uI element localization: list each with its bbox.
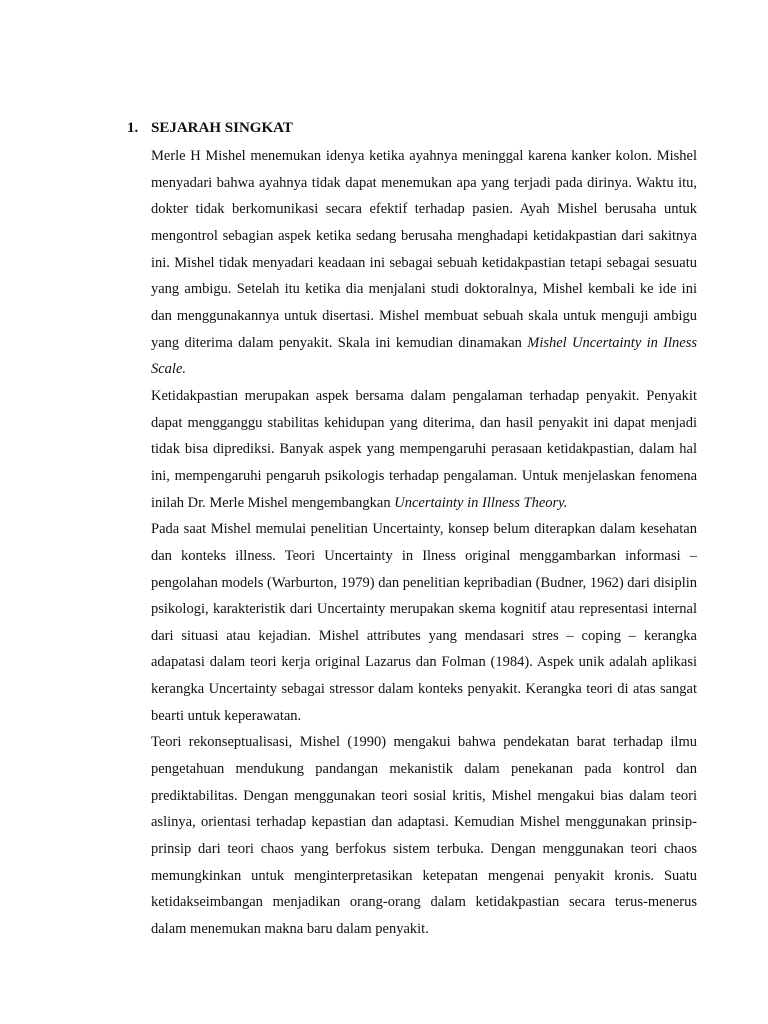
section-body <box>151 143 697 943</box>
paragraph <box>151 143 697 383</box>
theory-name: Uncertainty in Illness Theory. <box>394 494 568 511</box>
scale-name: Mishel Uncertainty in Ilness Scale. <box>151 334 697 378</box>
section-heading <box>127 118 687 138</box>
paragraph-text: Merle H Mishel menemukan idenya ketika ayahnya meninggal karena kanker kolon. Mishel menyadari bahwa ayahnya tidak dapat menemukan apa yang terjadi pada dirinya. Waktu itu, dokter tidak berkomunikasi secara efektif terhadap pasien. Ayah Mishel berusaha untuk mengontrol sebagian aspek ketika sedang berusaha menghadapi ketidakpastian dari sakitnya ini. Mishel tidak menyadari keadaan ini sebagai sebuah ketidakpastian tetapi sebagai sesuatu yang ambigu. Setelah itu ketika dia menjalani studi doktoralnya, Mishel kembali ke ide ini dan menggunakannya untuk disertasi. Mishel membuat sebuah skala untuk menguji ambigu yang diterima dalam penyakit. Skala ini kemudian dinamakan <box>151 148 697 351</box>
paragraph <box>151 383 697 516</box>
paragraph-text: Ketidakpastian merupakan aspek bersama dalam pengalaman terhadap penyakit. Penyakit dapat mengganggu stabilitas kehidupan yang diterima, dan hasil penyakit ini dapat menjadi tidak bisa diprediksi. Banyak aspek yang mempengaruhi perasaan ketidakpastian, dalam hal ini, mempengaruhi pengaruh psikologis terhadap pengalaman. Untuk menjelaskan fenomena inilah Dr. Merle Mishel mengembangkan <box>151 387 697 511</box>
section-number: 1. <box>127 120 139 136</box>
paragraph-text: Teori rekonseptualisasi, Mishel (1990) mengakui bahwa pendekatan barat terhadap ilmu pengetahuan mendukung pandangan mekanistik dalam penekanan pada kontrol dan prediktabilitas. Dengan menggunakan teori sosial kritis, Mishel mengakui bias dalam teori aslinya, orientasi terhadap kepastian dan adaptasi. Kemudian Mishel menggunakan prinsip-prinsip dari teori chaos yang berfokus sistem terbuka. Dengan menggunakan teori chaos memungkinkan untuk menginterpretasikan ketepatan mengenai penyakit kronis. Suatu ketidakseimbangan menjadikan orang-orang dalam ketidakpastian secara terus-menerus dalam menemukan makna baru dalam penyakit. <box>151 734 697 938</box>
paragraph <box>151 729 697 942</box>
section-title: SEJARAH SINGKAT <box>151 120 293 136</box>
paragraph <box>151 516 697 729</box>
paragraph-text: Pada saat Mishel memulai penelitian Uncertainty, konsep belum diterapkan dalam kesehatan dan konteks illness. Teori Uncertainty in Ilness original menggambarkan informasi – pengolahan models (Warburton, 1979) dan penelitian kepribadian (Budner, 1962) dari disiplin psikologi, karakteristik dari Uncertainty merupakan skema kognitif atau representasi internal dari situasi atau kejadian. Mishel attributes yang mendasari stres – coping – kerangka adapatasi dalam teori kerja original Lazarus dan Folman (1984). Aspek unik adalah aplikasi kerangka Uncertainty sebagai stressor dalam konteks penyakit. Kerangka teori di atas sangat bearti untuk keperawatan. <box>151 521 697 724</box>
